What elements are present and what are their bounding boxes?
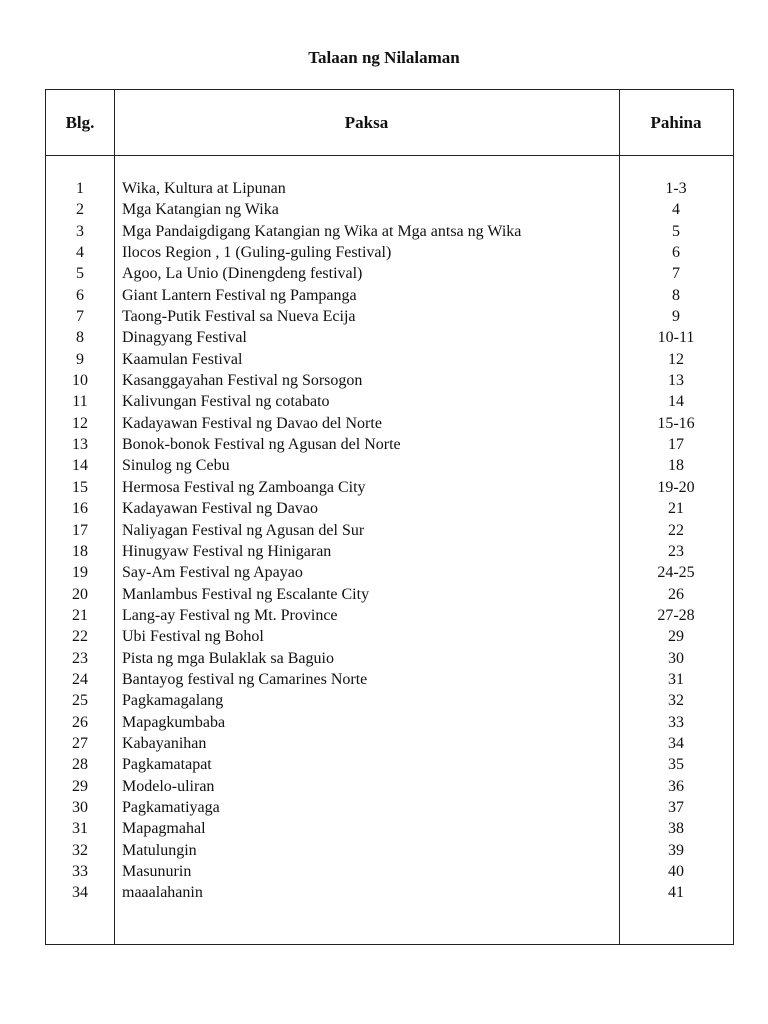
row-topic: Matulungin bbox=[122, 841, 197, 859]
row-number: 32 bbox=[72, 841, 88, 859]
row-number: 3 bbox=[76, 222, 84, 240]
row-page: 13 bbox=[668, 372, 684, 390]
row-number: 6 bbox=[76, 286, 84, 304]
table-row bbox=[46, 797, 733, 818]
row-topic: Masunurin bbox=[122, 863, 192, 880]
row-number: 30 bbox=[72, 798, 88, 816]
row-topic: Kadayawan Festival ng Davao bbox=[122, 500, 318, 518]
table-row bbox=[46, 306, 733, 327]
table-row bbox=[46, 584, 733, 605]
row-topic: Hinugyaw Festival ng Hinigaran bbox=[122, 542, 332, 560]
row-page: 8 bbox=[672, 286, 680, 304]
row-topic: Ilocos Region , 1 (Guling-guling Festival) bbox=[122, 244, 392, 262]
table-row bbox=[46, 733, 733, 754]
row-number: 27 bbox=[72, 734, 88, 752]
row-topic: Pagkamatapat bbox=[122, 756, 212, 774]
row-page: 1-3 bbox=[665, 180, 687, 197]
row-topic: Kadayawan Festival ng Davao del Norte bbox=[122, 414, 382, 432]
table-row bbox=[46, 242, 733, 263]
row-number: 17 bbox=[72, 521, 88, 539]
table-row bbox=[46, 199, 733, 220]
row-topic: Taong-Putik Festival sa Nueva Ecija bbox=[122, 308, 356, 326]
row-page: 41 bbox=[668, 884, 684, 902]
row-topic: Naliyagan Festival ng Agusan del Sur bbox=[122, 521, 365, 539]
table-row bbox=[46, 434, 733, 455]
table-row bbox=[46, 327, 733, 348]
row-page: 6 bbox=[672, 244, 680, 262]
row-number: 23 bbox=[72, 649, 88, 667]
table-row bbox=[46, 221, 733, 242]
row-page: 24-25 bbox=[657, 564, 695, 582]
row-topic: Hermosa Festival ng Zamboanga City bbox=[122, 478, 366, 496]
row-topic: Manlambus Festival ng Escalante City bbox=[122, 585, 370, 603]
row-number: 5 bbox=[76, 265, 84, 283]
row-page: 9 bbox=[672, 308, 680, 326]
row-page: 37 bbox=[668, 798, 684, 816]
row-page: 32 bbox=[668, 692, 684, 710]
row-page: 27-28 bbox=[657, 606, 695, 624]
row-page: 34 bbox=[668, 734, 684, 752]
table-row bbox=[46, 882, 733, 903]
table-row bbox=[46, 178, 733, 199]
table-row bbox=[46, 754, 733, 775]
row-number: 13 bbox=[72, 436, 88, 454]
row-page: 19-20 bbox=[657, 478, 695, 496]
table-row bbox=[46, 626, 733, 647]
table-row bbox=[46, 840, 733, 861]
row-page: 31 bbox=[668, 670, 684, 688]
row-topic: Kaamulan Festival bbox=[122, 350, 243, 368]
row-number: 14 bbox=[72, 457, 88, 475]
table-row bbox=[46, 690, 733, 711]
row-topic: Pagkamatiyaga bbox=[122, 798, 220, 816]
row-number: 24 bbox=[72, 670, 88, 688]
row-number: 2 bbox=[76, 201, 84, 219]
table-row bbox=[46, 818, 733, 839]
row-number: 33 bbox=[72, 863, 88, 880]
row-page: 23 bbox=[668, 542, 684, 560]
row-number: 16 bbox=[72, 500, 88, 518]
row-topic: Mga Katangian ng Wika bbox=[122, 201, 279, 219]
row-topic: Say-Am Festival ng Apayao bbox=[122, 564, 303, 582]
row-page: 22 bbox=[668, 521, 684, 539]
table-row bbox=[46, 712, 733, 733]
table-row bbox=[46, 349, 733, 370]
row-number: 31 bbox=[72, 820, 88, 838]
table-row bbox=[46, 285, 733, 306]
row-number: 29 bbox=[72, 777, 88, 795]
row-page: 21 bbox=[668, 500, 684, 518]
row-number: 18 bbox=[72, 542, 88, 560]
table-row bbox=[46, 455, 733, 476]
header-divider bbox=[46, 155, 733, 156]
table-body bbox=[46, 178, 733, 904]
row-page: 40 bbox=[668, 863, 684, 880]
row-page: 26 bbox=[668, 585, 684, 603]
table-row bbox=[46, 648, 733, 669]
row-topic: Pagkamagalang bbox=[122, 692, 224, 710]
table-row bbox=[46, 370, 733, 391]
row-number: 9 bbox=[76, 350, 84, 368]
column-header-page: Pahina bbox=[650, 113, 702, 132]
row-page: 5 bbox=[672, 222, 680, 240]
row-topic: Wika, Kultura at Lipunan bbox=[122, 180, 286, 197]
row-number: 8 bbox=[76, 329, 84, 347]
row-topic: Dinagyang Festival bbox=[122, 329, 247, 347]
row-topic: Kabayanihan bbox=[122, 734, 207, 752]
table-row bbox=[46, 263, 733, 284]
table-row bbox=[46, 391, 733, 412]
table-row bbox=[46, 776, 733, 797]
row-topic: Sinulog ng Cebu bbox=[122, 457, 230, 475]
row-page: 15-16 bbox=[657, 414, 695, 432]
table-of-contents bbox=[45, 89, 734, 945]
table-row bbox=[46, 477, 733, 498]
page-title: Talaan ng Nilalaman bbox=[308, 48, 460, 67]
row-topic: Modelo-uliran bbox=[122, 777, 215, 795]
row-number: 19 bbox=[72, 564, 88, 582]
row-number: 11 bbox=[72, 393, 88, 411]
row-topic: Kasanggayahan Festival ng Sorsogon bbox=[122, 372, 363, 390]
row-topic: Ubi Festival ng Bohol bbox=[122, 628, 264, 646]
row-topic: Mapagkumbaba bbox=[122, 713, 226, 731]
row-page: 10-11 bbox=[657, 329, 695, 347]
table-row bbox=[46, 520, 733, 541]
row-number: 22 bbox=[72, 628, 88, 646]
row-page: 12 bbox=[668, 350, 684, 368]
row-topic: Lang-ay Festival ng Mt. Province bbox=[122, 606, 338, 624]
row-topic: Giant Lantern Festival ng Pampanga bbox=[122, 286, 357, 304]
row-page: 38 bbox=[668, 820, 684, 838]
row-page: 33 bbox=[668, 713, 684, 731]
row-number: 10 bbox=[72, 372, 88, 390]
row-topic: Mga Pandaigdigang Katangian ng Wika at Mga antsa ng Wika bbox=[122, 222, 522, 240]
row-page: 30 bbox=[668, 649, 684, 667]
row-number: 26 bbox=[72, 713, 88, 731]
row-topic: Bonok-bonok Festival ng Agusan del Norte bbox=[122, 436, 401, 454]
row-number: 28 bbox=[72, 756, 88, 774]
row-number: 34 bbox=[72, 884, 88, 902]
row-number: 7 bbox=[76, 308, 84, 326]
row-number: 15 bbox=[72, 478, 88, 496]
row-number: 20 bbox=[72, 585, 88, 603]
row-page: 36 bbox=[668, 777, 684, 795]
row-page: 7 bbox=[672, 265, 680, 283]
row-number: 1 bbox=[76, 180, 84, 197]
column-header-number: Blg. bbox=[65, 113, 95, 132]
row-page: 4 bbox=[672, 201, 680, 219]
row-number: 25 bbox=[72, 692, 88, 710]
table-row bbox=[46, 541, 733, 562]
row-page: 35 bbox=[668, 756, 684, 774]
row-page: 17 bbox=[668, 436, 684, 454]
row-page: 29 bbox=[668, 628, 684, 646]
row-topic: Pista ng mga Bulaklak sa Baguio bbox=[122, 649, 334, 667]
row-number: 4 bbox=[76, 244, 84, 262]
row-topic: Bantayog festival ng Camarines Norte bbox=[122, 670, 368, 688]
row-page: 14 bbox=[668, 393, 684, 411]
column-header-topic: Paksa bbox=[344, 113, 389, 132]
row-page: 39 bbox=[668, 841, 684, 859]
table-row bbox=[46, 861, 733, 882]
row-topic: Mapagmahal bbox=[122, 820, 206, 838]
row-page: 18 bbox=[668, 457, 684, 475]
table-row bbox=[46, 413, 733, 434]
row-topic: Kalivungan Festival ng cotabato bbox=[122, 393, 330, 411]
row-number: 21 bbox=[72, 606, 88, 624]
row-topic: maaalahanin bbox=[122, 884, 203, 902]
table-row bbox=[46, 498, 733, 519]
table-row bbox=[46, 605, 733, 626]
row-number: 12 bbox=[72, 414, 88, 432]
table-row bbox=[46, 669, 733, 690]
table-row bbox=[46, 562, 733, 583]
row-topic: Agoo, La Unio (Dinengdeng festival) bbox=[122, 265, 363, 283]
